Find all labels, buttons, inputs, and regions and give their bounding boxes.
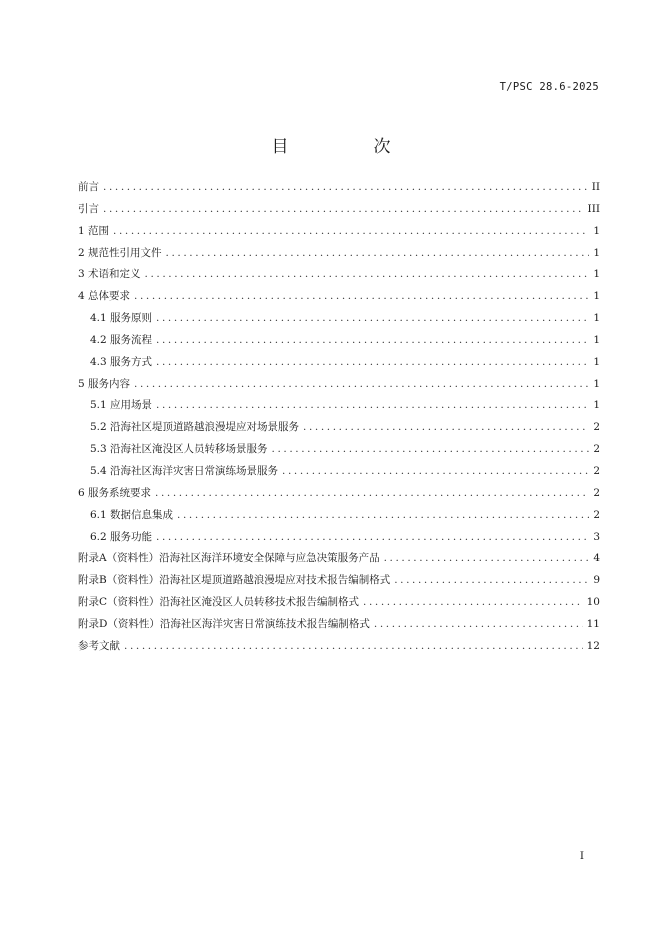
document-code: T/PSC 28.6-2025 bbox=[499, 81, 599, 93]
leader-dots bbox=[156, 355, 589, 369]
leader-dots bbox=[103, 202, 584, 216]
toc-subentry[interactable] bbox=[78, 311, 600, 333]
toc-entry-label: 6 服务系统要求 bbox=[78, 486, 152, 499]
toc-entry[interactable] bbox=[78, 202, 600, 224]
toc-entry[interactable] bbox=[78, 486, 600, 508]
leader-dots bbox=[156, 530, 589, 544]
toc-entry-page: 2 bbox=[593, 486, 600, 499]
leader-dots bbox=[272, 442, 590, 456]
toc-entry[interactable] bbox=[78, 573, 600, 595]
toc-subentry[interactable] bbox=[78, 464, 600, 486]
toc-entry-label: 2 规范性引用文件 bbox=[78, 246, 162, 259]
toc-entry-label: 5.3 沿海社区淹没区人员转移场景服务 bbox=[90, 443, 268, 456]
toc-entry-label: 6.1 数据信息集成 bbox=[90, 508, 174, 521]
leader-dots bbox=[394, 573, 589, 587]
toc-entry[interactable] bbox=[78, 595, 600, 617]
toc-subentry[interactable] bbox=[78, 508, 600, 530]
toc-entry[interactable] bbox=[78, 617, 600, 639]
toc-entry-page: 2 bbox=[593, 443, 600, 456]
toc-subentry[interactable] bbox=[78, 333, 600, 355]
toc-entry-page: 1 bbox=[593, 333, 600, 346]
table-of-contents bbox=[78, 180, 600, 661]
toc-entry-page: 1 bbox=[593, 399, 600, 412]
leader-dots bbox=[124, 639, 583, 653]
toc-title: 目 次 bbox=[271, 137, 425, 157]
toc-subentry[interactable] bbox=[78, 355, 600, 377]
toc-entry-label: 4.1 服务原则 bbox=[90, 312, 153, 325]
leader-dots bbox=[282, 464, 589, 478]
leader-dots bbox=[303, 420, 589, 434]
toc-entry-label: 4 总体要求 bbox=[78, 290, 131, 303]
toc-entry-label: 4.2 服务流程 bbox=[90, 333, 153, 346]
leader-dots bbox=[156, 311, 589, 325]
toc-subentry[interactable] bbox=[78, 442, 600, 464]
leader-dots bbox=[166, 246, 590, 260]
toc-entry-page: 12 bbox=[586, 639, 600, 652]
leader-dots bbox=[134, 377, 589, 391]
toc-entry-label: 引言 bbox=[78, 202, 99, 215]
toc-entry-label: 6.2 服务功能 bbox=[90, 530, 153, 543]
leader-dots bbox=[103, 180, 588, 194]
toc-entry[interactable] bbox=[78, 180, 600, 202]
toc-entry-label: 4.3 服务方式 bbox=[90, 355, 153, 368]
toc-entry-label: 参考文献 bbox=[78, 639, 120, 652]
toc-entry[interactable] bbox=[78, 551, 600, 573]
toc-entry-page: 1 bbox=[593, 268, 600, 281]
toc-entry-label: 前言 bbox=[78, 181, 99, 193]
toc-entry-label: 5 服务内容 bbox=[78, 377, 131, 390]
toc-entry-label: 5.1 应用场景 bbox=[90, 399, 153, 412]
toc-entry[interactable] bbox=[78, 224, 600, 246]
toc-entry-page: 1 bbox=[593, 224, 600, 237]
toc-entry-label: 5.4 沿海社区海洋灾害日常演练场景服务 bbox=[90, 464, 279, 477]
leader-dots bbox=[155, 486, 589, 500]
toc-entry[interactable] bbox=[78, 246, 600, 268]
toc-entry-page: 11 bbox=[586, 617, 600, 630]
leader-dots bbox=[113, 224, 589, 238]
toc-entry[interactable] bbox=[78, 267, 600, 289]
toc-entry-label: 1 范围 bbox=[78, 224, 110, 237]
toc-entry-page: 1 bbox=[593, 290, 600, 303]
toc-entry-page: 4 bbox=[593, 552, 600, 565]
toc-entry-label: 附录B（资料性）沿海社区堤顶道路越浪漫堤应对技术报告编制格式 bbox=[78, 574, 391, 587]
toc-entry-page: 2 bbox=[593, 464, 600, 477]
toc-entry-label: 附录A（资料性）沿海社区海洋环境安全保障与应急决策服务产品 bbox=[78, 552, 380, 565]
leader-dots bbox=[177, 508, 589, 522]
toc-entry-label: 5.2 沿海社区堤顶道路越浪漫堤应对场景服务 bbox=[90, 421, 300, 434]
toc-entry-page: III bbox=[587, 202, 600, 215]
toc-entry[interactable] bbox=[78, 377, 600, 399]
toc-entry[interactable] bbox=[78, 289, 600, 311]
leader-dots bbox=[384, 551, 590, 565]
toc-entry-page: 3 bbox=[593, 530, 600, 543]
leader-dots bbox=[134, 289, 589, 303]
page-number: I bbox=[579, 850, 584, 862]
toc-entry-page: 2 bbox=[593, 421, 600, 434]
toc-entry-label: 3 术语和定义 bbox=[78, 268, 141, 281]
leader-dots bbox=[374, 617, 583, 631]
toc-entry-page: 2 bbox=[593, 508, 600, 521]
toc-entry-page: 1 bbox=[593, 246, 600, 259]
leader-dots bbox=[145, 267, 590, 281]
toc-entry-label: 附录C（资料性）沿海社区淹没区人员转移技术报告编制格式 bbox=[78, 596, 360, 609]
toc-subentry[interactable] bbox=[78, 530, 600, 552]
toc-subentry[interactable] bbox=[78, 398, 600, 420]
toc-entry[interactable] bbox=[78, 639, 600, 661]
toc-entry-page: 1 bbox=[593, 312, 600, 325]
toc-entry-page: 1 bbox=[593, 355, 600, 368]
toc-entry-page: II bbox=[591, 181, 600, 193]
toc-entry-page: 9 bbox=[593, 574, 600, 587]
toc-entry-label: 附录D（资料性）沿海社区海洋灾害日常演练技术报告编制格式 bbox=[78, 617, 370, 630]
toc-entry-page: 10 bbox=[586, 596, 600, 609]
leader-dots bbox=[156, 333, 589, 347]
toc-entry-page: 1 bbox=[593, 377, 600, 390]
leader-dots bbox=[156, 398, 589, 412]
leader-dots bbox=[363, 595, 583, 609]
toc-subentry[interactable] bbox=[78, 420, 600, 442]
